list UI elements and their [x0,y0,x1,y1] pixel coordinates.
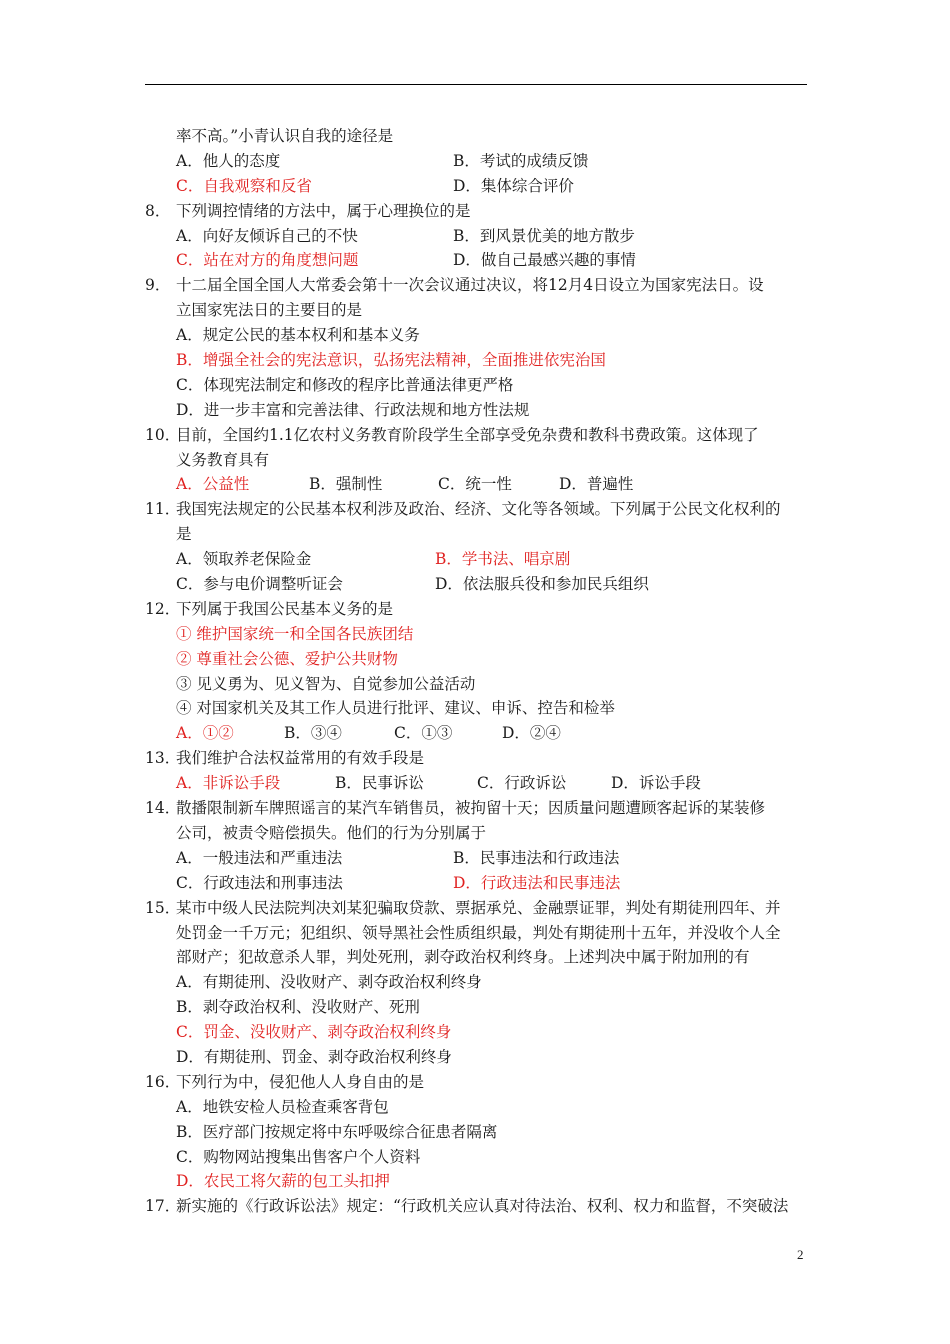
q11-option-d: D．依法服兵役和参加民兵组织 [435,575,649,594]
question-list [145,124,807,1219]
q12-options [145,721,807,746]
q12-statement-1: ① 维护国家统一和全国各民族团结 [176,624,414,643]
q11-options-row2 [145,572,807,597]
q12-statement-4: ④ 对国家机关及其工作人员进行批评、建议、申诉、控告和检举 [176,699,615,718]
q17-stem: 17． 新实施的《行政诉讼法》规定：“行政机关应认真对待法治、权利、权力和监督，不突破法 [145,1194,807,1219]
q10-options [145,472,807,497]
q9-option-c: C．体现宪法制定和修改的程序比普通法律更严格 [176,375,514,394]
q16-option-c: C．购物网站搜集出售客户个人资料 [176,1147,421,1166]
q7-options-row1 [145,149,807,174]
q9-number: 9． [145,276,171,295]
q16-stem: 16． 下列行为中，侵犯他人人身自由的是 [145,1070,807,1095]
q14-stem-cont: 公司，被责令赔偿损失。他们的行为分别属于 [176,823,487,842]
q10-option-d: D．普遍性 [559,475,634,494]
q8-stem: 8． 下列调控情绪的方法中，属于心理换位的是 [145,199,807,224]
q10-option-b: B．强制性 [309,475,383,494]
q9-stem: 9． 十二届全国全国人大常委会第十一次会议通过决议，将12月4日设立为国家宪法日。设 [145,273,807,298]
q15-number: 15． [145,898,181,917]
q13-number: 13． [145,749,181,768]
q11-stem-cont: 是 [176,525,192,544]
q15-option-b: B．剥夺政治权利、没收财产、死刑 [176,998,420,1017]
q15-stem-cont-2: 部财产；犯故意杀人罪，判处死刑，剥夺政治权利终身。上述判决中属于附加刑的有 [176,948,750,967]
q7-option-a: A．他人的态度 [176,151,281,170]
q8-option-c-answer: C．站在对方的角度想问题 [176,251,359,270]
q11-stem: 11． 我国宪法规定的公民基本权利涉及政治、经济、文化等各领域。下列属于公民文化权利的 [145,497,807,522]
q16-option-d-answer: D．农民工将欠薪的包工头扣押 [176,1172,390,1191]
q15-option-a: A．有期徒刑、没收财产、剥夺政治权利终身 [176,973,482,992]
q8-option-b: B．到风景优美的地方散步 [453,226,635,245]
q15-stem: 15． 某市中级人民法院判决刘某犯骗取贷款、票据承兑、金融票证罪，判处有期徒刑四年、并 [145,896,807,921]
q11-option-c: C．参与电价调整听证会 [176,575,343,594]
q17-number: 17． [145,1197,181,1216]
q15-stem-cont-1: 处罚金一千万元；犯组织、领导黑社会性质组织最，判处有期徒刑十五年，并没收个人全 [176,923,781,942]
q14-options-row2 [145,871,807,896]
q14-number: 14． [145,799,181,818]
q9-stem-cont: 立国家宪法日的主要目的是 [176,301,363,320]
q12-option-c: C．①③ [394,724,453,743]
q12-number: 12． [145,599,181,618]
q13-stem: 13． 我们维护合法权益常用的有效手段是 [145,746,807,771]
q9-option-d: D．进一步丰富和完善法律、行政法规和地方性法规 [176,400,530,419]
q11-number: 11． [145,500,181,519]
q7-option-b: B．考试的成绩反馈 [453,151,589,170]
q13-option-c: C．行政诉讼 [477,774,567,793]
q8-number: 8． [145,201,171,220]
q8-options-row1 [145,224,807,249]
q10-number: 10． [145,425,181,444]
q8-option-a: A．向好友倾诉自己的不快 [176,226,358,245]
q16-option-a: A．地铁安检人员检查乘客背包 [176,1097,389,1116]
q7-options-row2 [145,174,807,199]
q12-option-b: B．③④ [284,724,342,743]
q10-option-c: C．统一性 [438,475,512,494]
q16-number: 16． [145,1072,181,1091]
page-number: 2 [797,1247,804,1262]
q8-option-d: D．做自己最感兴趣的事情 [453,251,636,270]
q7-stem: 率不高。”小青认识自我的途径是 [176,127,394,145]
q14-option-a: A．一般违法和严重违法 [176,848,343,867]
q14-option-d-answer: D．行政违法和民事违法 [453,873,621,892]
q14-option-c: C．行政违法和刑事违法 [176,873,343,892]
q11-options-row1 [145,547,807,572]
q14-option-b: B．民事违法和行政违法 [453,848,620,867]
q11-option-a: A．领取养老保险金 [176,550,312,569]
q8-options-row2 [145,248,807,273]
q16-option-b: B．医疗部门按规定将中东呼吸综合征患者隔离 [176,1122,498,1141]
q7-option-c-answer: C．自我观察和反省 [176,176,312,195]
q13-option-b: B．民事诉讼 [335,774,424,793]
header-rule [145,84,807,85]
q11-option-b-answer: B．学书法、唱京剧 [435,550,571,569]
q15-option-c-answer: C．罚金、没收财产、剥夺政治权利终身 [176,1023,452,1042]
q14-options-row1 [145,846,807,871]
q13-options [145,771,807,796]
q12-statement-3: ③ 见义勇为、见义智为、自觉参加公益活动 [176,674,476,693]
q13-option-a-answer: A．非诉讼手段 [176,774,281,793]
q15-option-d: D．有期徒刑、罚金、剥夺政治权利终身 [176,1047,452,1066]
q10-stem: 10． 目前，全国约1.1亿农村义务教育阶段学生全部享受免杂费和教科书费政策。这体现了 [145,423,807,448]
q12-option-d: D．②④ [502,724,561,743]
q9-option-b-answer: B．增强全社会的宪法意识，弘扬宪法精神，全面推进依宪治国 [176,351,606,370]
q9-option-a: A．规定公民的基本权利和基本义务 [176,326,420,345]
q12-statement-2: ② 尊重社会公德、爱护公共财物 [176,649,398,668]
q14-stem: 14． 散播限制新车牌照谣言的某汽车销售员，被拘留十天；因质量问题遭顾客起诉的某装修 [145,796,807,821]
q12-option-a-answer: A．①② [176,724,234,743]
q10-stem-cont: 义务教育具有 [176,450,270,469]
q7-option-d: D．集体综合评价 [453,176,574,195]
q13-option-d: D．诉讼手段 [611,774,701,793]
q10-option-a-answer: A．公益性 [176,475,250,494]
q12-stem: 12． 下列属于我国公民基本义务的是 [145,597,807,622]
